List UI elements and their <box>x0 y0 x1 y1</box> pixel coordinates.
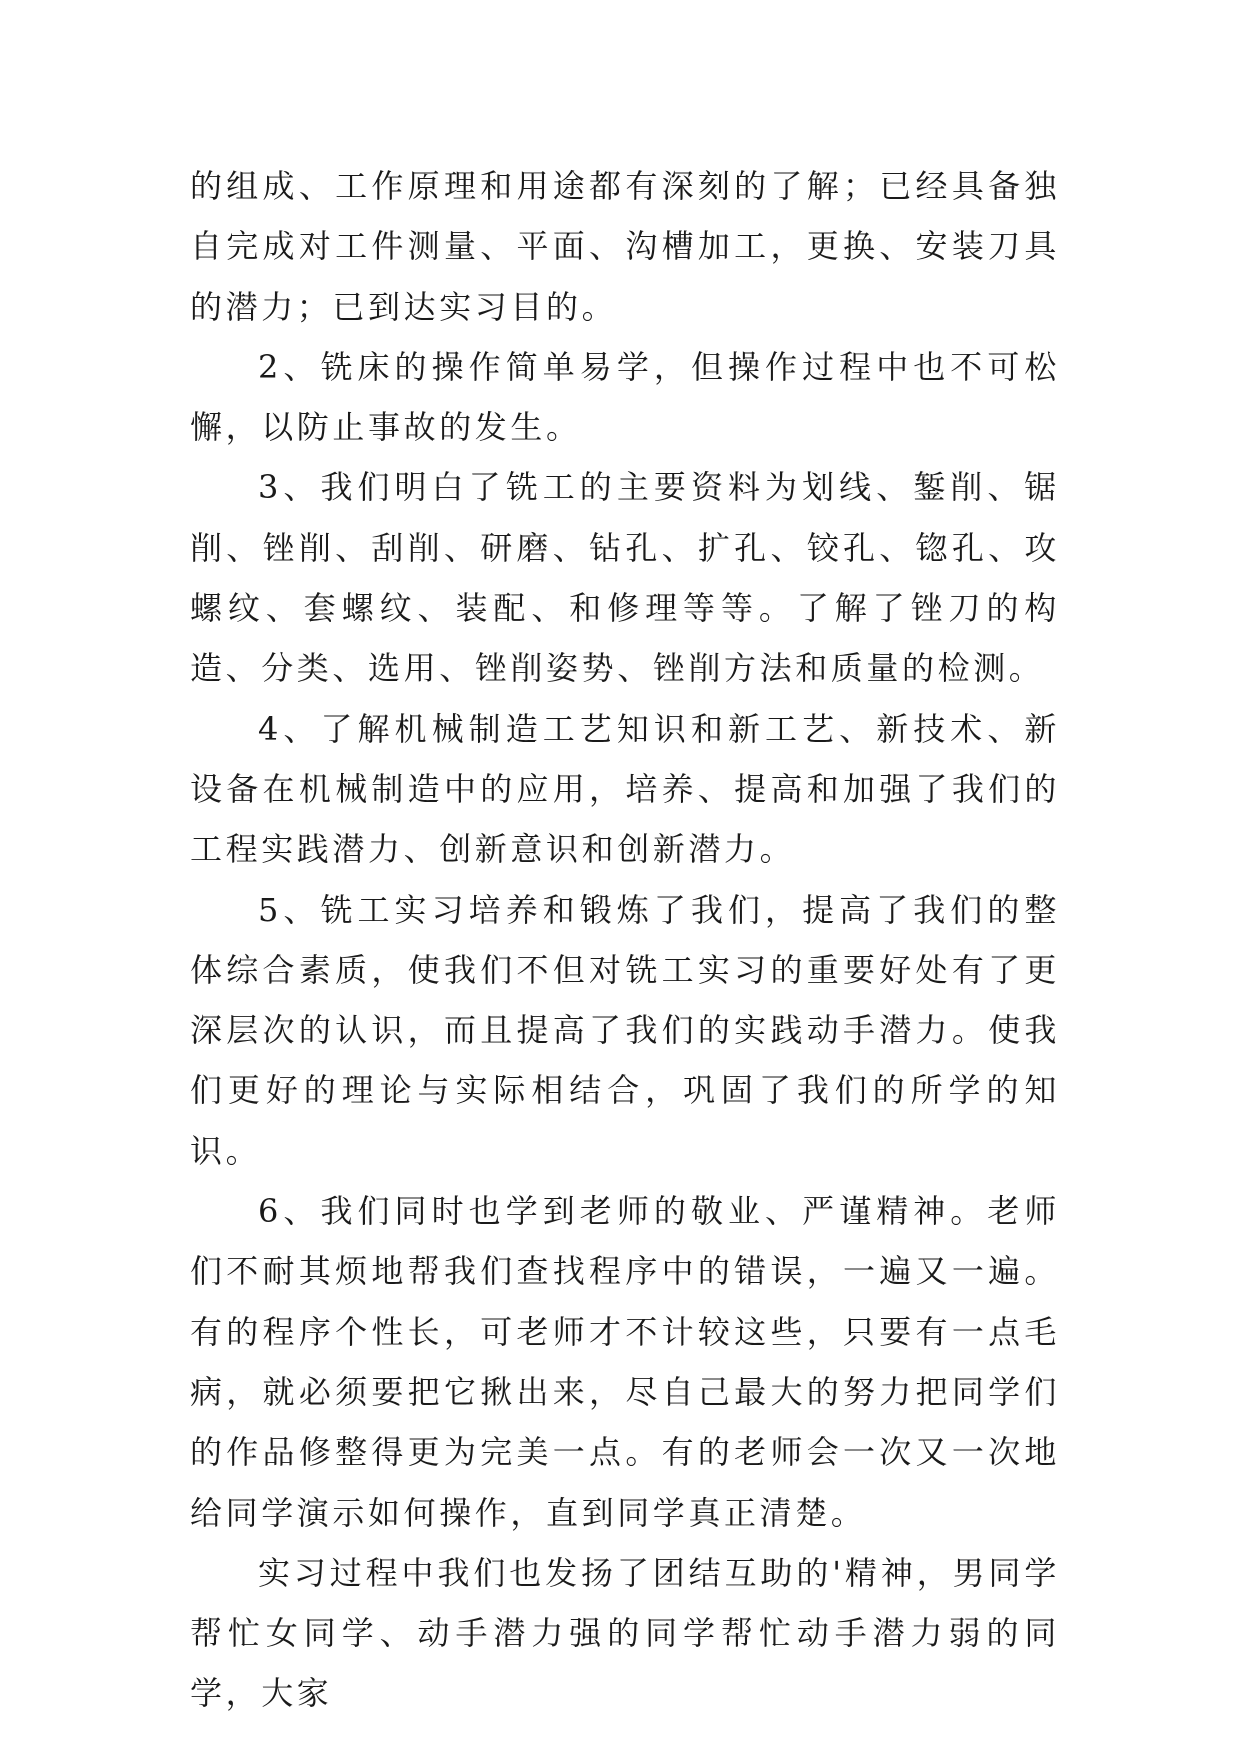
paragraph-item-5: 5、铣工实习培养和锻炼了我们，提高了我们的整体综合素质，使我们不但对铣工实习的重要好处有了更深层次的认识，而且提高了我们的实践动手潜力。使我们更好的理论与实际相结合，巩固了我们的所学的知识。 <box>190 890 1060 1170</box>
paragraph-teamwork: 实习过程中我们也发扬了团结互助的'精神，男同学帮忙女同学、动手潜力强的同学帮忙动手潜力弱的同学，大家 <box>190 1553 1060 1713</box>
paragraph-item-2: 2、铣床的操作简单易学，但操作过程中也不可松懈，以防止事故的发生。 <box>190 347 1060 447</box>
paragraph-item-4: 4、了解机械制造工艺知识和新工艺、新技术、新设备在机械制造中的应用，培养、提高和加强了我们的工程实践潜力、创新意识和创新潜力。 <box>190 709 1060 869</box>
paragraph-item-6: 6、我们同时也学到老师的敬业、严谨精神。老师们不耐其烦地帮我们查找程序中的错误，一遍又一遍。有的程序个性长，可老师才不计较这些，只要有一点毛病，就必须要把它揪出来，尽自己最大的努力把同学们的作品修整得更为完美一点。有的老师会一次又一次地给同学演示如何操作，直到同学真正清楚。 <box>190 1192 1060 1532</box>
paragraph-item-3: 3、我们明白了铣工的主要资料为划线、錾削、锯削、锉削、刮削、研磨、钻孔、扩孔、铰孔、锪孔、攻螺纹、套螺纹、装配、和修理等等。了解了锉刀的构造、分类、选用、锉削姿势、锉削方法和质量的检测。 <box>190 468 1060 688</box>
document-body <box>190 156 1060 1724</box>
paragraph-continuation: 的组成、工作原理和用途都有深刻的了解；已经具备独自完成对工件测量、平面、沟槽加工，更换、安装刀具的潜力；已到达实习目的。 <box>190 167 1060 326</box>
